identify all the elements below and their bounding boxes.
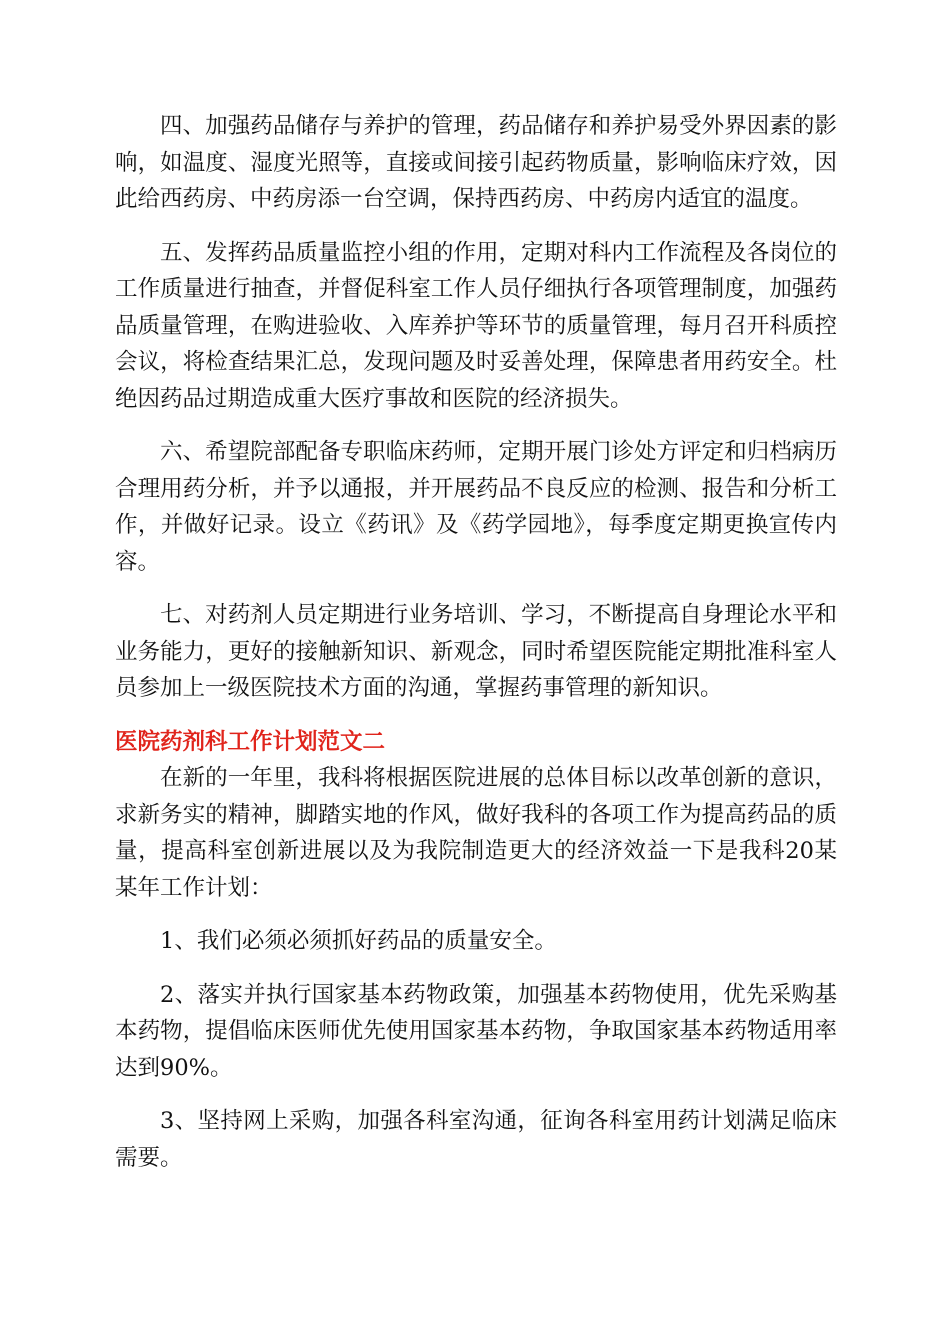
list-item-3: 3、坚持网上采购，加强各科室沟通，征询各科室用药计划满足临床需要。 [115, 1108, 837, 1171]
section-intro: 在新的一年里，我科将根据医院进展的总体目标以改革创新的意识，求新务实的精神，脚踏实地的作风，做好我科的各项工作为提高药品的质量，提高科室创新进展以及为我院制造更大的经济效益一下是我科20某某年工作计划： [115, 765, 837, 901]
document-page [115, 108, 837, 1176]
paragraph-item-5: 五、发挥药品质量监控小组的作用，定期对科内工作流程及各岗位的工作质量进行抽查，并督促科室工作人员仔细执行各项管理制度，加强药品质量管理，在购进验收、入库养护等环节的质量管理，每月召开科质控会议，将检查结果汇总，发现问题及时妥善处理，保障患者用药安全。杜绝因药品过期造成重大医疗事故和医院的经济损失。 [115, 239, 837, 412]
list-item-1: 1、我们必须必须抓好药品的质量安全。 [160, 928, 557, 954]
paragraph-item-6: 六、希望院部配备专职临床药师，定期开展门诊处方评定和归档病历合理用药分析，并予以通报，并开展药品不良反应的检测、报告和分析工作，并做好记录。设立《药讯》及《药学园地》，每季度定期更换宣传内容。 [115, 439, 837, 575]
section-title: 医院药剂科工作计划范文二 [115, 728, 386, 755]
list-item-2: 2、落实并执行国家基本药物政策，加强基本药物使用，优先采购基本药物，提倡临床医师优先使用国家基本药物，争取国家基本药物适用率达到90%。 [115, 981, 837, 1081]
paragraph-item-7: 七、对药剂人员定期进行业务培训、学习，不断提高自身理论水平和业务能力，更好的接触新知识、新观念，同时希望医院能定期批准科室人员参加上一级医院技术方面的沟通，掌握药事管理的新知识。 [115, 602, 837, 701]
paragraph-item-4: 四、加强药品储存与养护的管理，药品储存和养护易受外界因素的影响，如温度、湿度光照等，直接或间接引起药物质量，影响临床疗效，因此给西药房、中药房添一台空调，保持西药房、中药房内适宜的温度。 [115, 113, 837, 212]
